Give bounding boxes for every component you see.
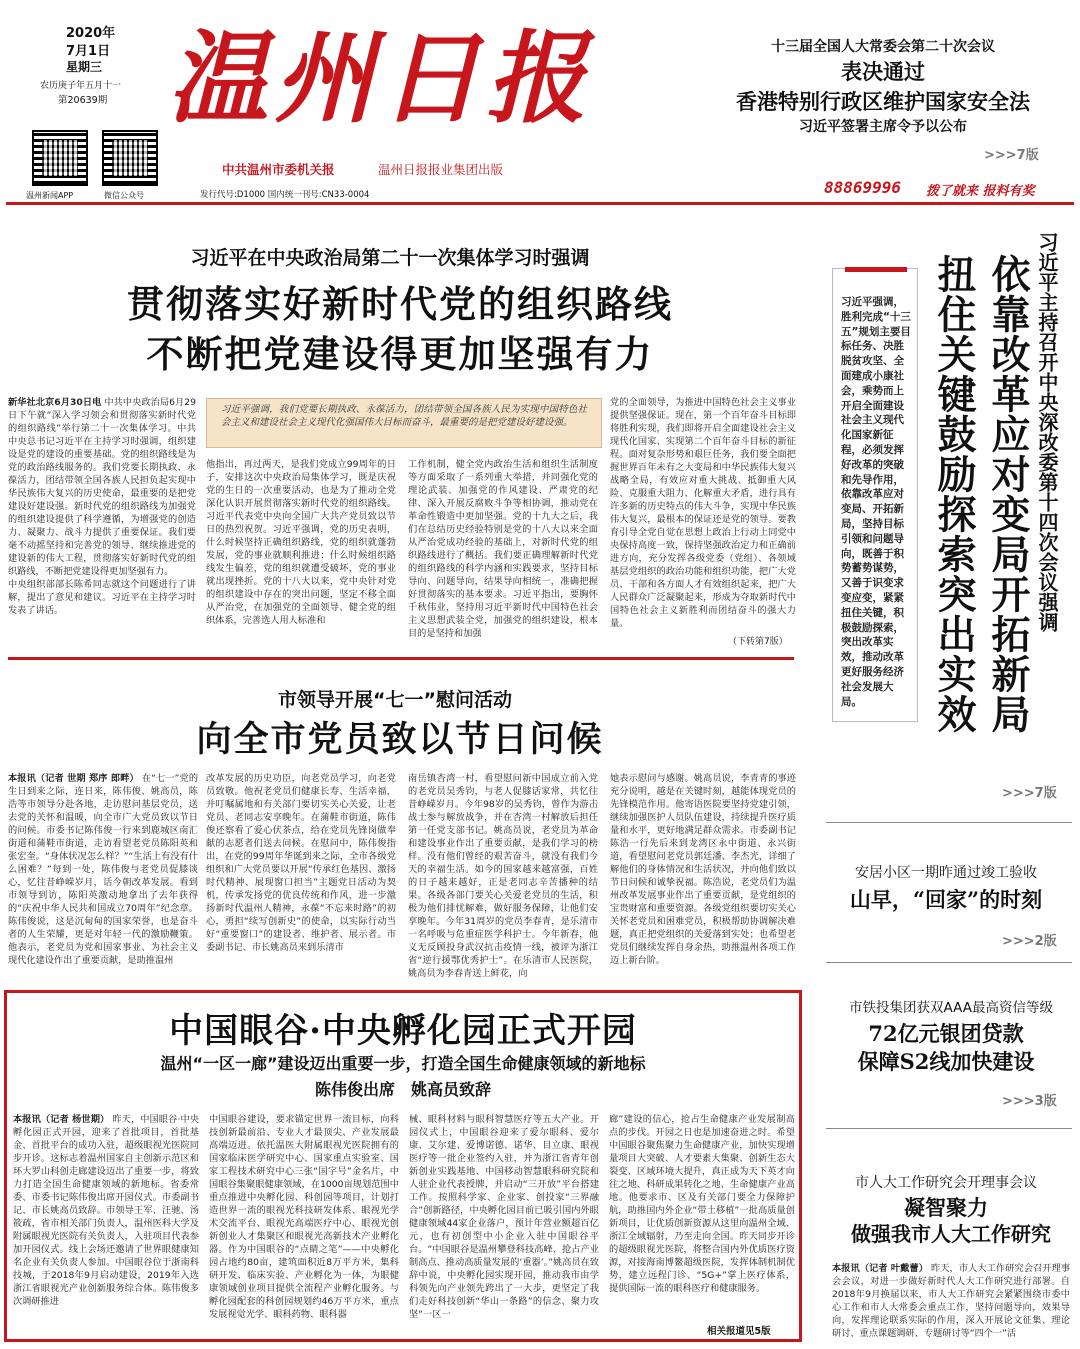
lead-continued: （下转第7版）	[728, 637, 788, 647]
feature-column-1	[13, 1113, 199, 1335]
publisher-group: 温州日报报业集团出版	[378, 162, 504, 177]
publisher-party: 中共温州市委机关报	[222, 162, 335, 177]
issue-number: 第20639期	[58, 95, 108, 106]
lead-kicker: 习近平在中央政治局第二十一次集体学习时强调	[190, 247, 590, 269]
date-weekday: 星期三	[66, 60, 103, 74]
masthead-divider	[6, 202, 1074, 205]
brief1-kicker: 安居小区一期昨通过竣工验收	[855, 865, 1037, 881]
lead-bottom-divider	[8, 657, 794, 660]
reform-headline2: 扭住关键鼓励探索突出实效	[931, 254, 977, 734]
brief1-divider	[826, 962, 1072, 963]
brief2-more-link[interactable]: >>>3版	[1002, 1094, 1057, 1109]
lead-col1b-text: 中央组织部部长陈希同志就这个问题进行了讲解，提出了意见和建议。习近平在主持学习时发表了讲话。	[8, 579, 196, 616]
brief1-headline: 山早，“回家”的时刻	[849, 887, 1043, 912]
lead-column-4: 党的全面领导，为推进中国特色社会主义事业提供坚强保证。现在，第一个百年奋斗目标即将胜利实现，我们即将开启全面建设社会主义现代化国家、实现第二个百年奋斗目标的新征程。面对复杂形势和艰巨任务，我们要全面把握世界百年未有之大变局和中华民族伟大复兴战略全局，有效应对重大挑战、抵御重大风险、克服重大阻力、化解重大矛盾，进行具有许多新的历史特点的伟大斗争，实现中华民族伟大复兴，最根本的保证还是党的领导。要教育引导全党自觉在思想上政治上行动上同党中央保持高度一致，保持坚强政治定力和正确前进方向，充分发挥各级党委（党组）、各领域基层党组织的政治功能和组织功能，把广大党员、干部和各方面人才有效组织起来，把广大人民群众广泛凝聚起来，形成为夺取新时代中国特色社会主义新胜利而团结奋斗的强大力量。	[610, 397, 796, 629]
reform-summary-bar	[845, 267, 907, 272]
feature-column-3: 械、眼科材料与眼科智慧医疗等五大产业。开园仪式上，中国眼谷迎来了爱尔眼科、爱尔康、艾尔建、爱博诺德、诺华、目立康、眼视医疗等一批企业签约入驻，并为浙江省青年创新创业实践基地、中国移动智慧眼科研究院和人驻企业代表授牌，并启动“三开放”平台搭建工作。按照科学家、企业家、创投家“三界融合”创新路径，中央孵化园目前已吸引国内外眼健康领域44家企业落户，预计年营业额超百亿元，也有初创型中小企业入驻中国眼谷平台。“中国眼谷是温州攀登科技高峰、抢占产业制高点、推动高质量发展的‘重器’。”姚高员在致辞中说，中央孵化园实现开园，推动我市由学科领先向产业领先跨出了一大步，更坚定了我们走好科技创新“华山一条路”的信念、聚力攻坚“一区一	[409, 1114, 599, 1320]
feature-column-4: 廊”建设的信心，抢占生命健康产业发展制高点的步伐。开园之日也是加速奋进之时。希望中国眼谷聚焦聚力生命健康产业，加快实现增量项目大突破、人才要素大集聚、创新生态大裂变、区域环境大提升，真正成为天下英才向往之地、科研成果转化之地、生命健康产业高地。他要求市、区及有关部门要全力保障护航，助推国内外企业“带土移植”一批高质量创新项目，让优质创新资源从这里向温州全域、浙江全域辐射，乃至走向全国。昨天同步开诊的超级眼视光医院，将整合国内外优质医疗资源，对接海南博鳌超级医院，发挥体制机制优势，建立远程门诊、“5G+”掌上医疗体系，提供国际一流的眼科医疗和健康服务。	[609, 1114, 795, 1294]
second-column-3: 南岳镇杏湾一村，看望慰问新中国成立前入党的老党员吴秀钧，与老人促膝话家常，共忆往昔峥嵘岁月。今年98岁的吴秀钧，曾作为游击战士参与解放战争，并在杏湾一村解放后担任第一任党支部书记。姚高员说，老党员为革命和建设事业作出了重要贡献，是我们学习的榜样。没有他们曾经的艰苦奋斗，就没有我们今天的幸福生活。如今的国家越来越富强，百姓的日子越来越好，正是老同志辛苦播种的结果。各级各部门要关心关爱老党员的生活，积极为他们排忧解难，做好服务保障，让他们安享晚年。今年31周岁的党员李春青，是乐清市一名呼吸与危重症医学科护士。今年新春，他义无反顾投身武汉抗击疫情一线，被评为浙江省“逆行援鄂优秀护士”。在乐清市人民医院，姚高员为李春青送上鲜花，向	[408, 773, 598, 979]
second-column-4: 她表示慰问与感谢。姚高员说，李青青的事迹充分说明，越是在关键时刻，越能体现党员的先锋模范作用。他寄语医院要坚持党建引领，继续加强医护人员队伍建设，持续提升医疗质量和水平，更好地满足群众需求。市委副书记陈浩一行先后来到龙湾区永中街道、永兴街道，看望慰问老党员郭廷潘、李杰光，详细了解他们的身体情况和生活状况，并向他们致以节日问候和诚挚祝福。陈浩说，老党员们为温州改革发展事业作出了重要贡献，是党组织的宝贵财富和重要资源。各级党组织要切实关心关怀老党员和困难党员，积极帮助协调解决难题，真正把党组织的关爱落到实处；也希望老党员们继续发挥自身余热，助推温州各项工作迈上新台阶。	[610, 773, 796, 966]
lead-headline1: 贯彻落实好新时代党的组织路线	[127, 282, 673, 326]
reform-summary-box	[832, 268, 918, 722]
lead-column-2: 他指出，再过两天，是我们党成立99周年的日子，安排这次中央政治局集体学习，既是庆祝党的生日的一次重要活动，也是为了推动全党深化认识开展贯彻落实新时代党的组织路线。习近平代表党中央向全国广大共产党员致以节日的热烈祝贺。习近平强调，党的历史表明，什么时候坚持正确组织路线，党的组织就蓬勃发展，党的事业就顺利推进；什么时候组织路线发生偏差，党的组织就遭受破坏，党的事业就出现挫折。党的十八大以来，党中央针对党的组织建设中存在的突出问题，坚定不移全面从严治党，在加强党的全面领导、健全党的组织体系，完善选人用人标准和	[206, 459, 396, 626]
lead-quote-box	[206, 398, 602, 448]
reform-kicker: 习近平主持召开中央深改委第十四次会议强调	[1035, 232, 1059, 632]
lead-column-3: 工作机制，健全党内政治生活和组织生活制度等方面采取了一系列重大举措，并同强化党的理论武装、加强党的作风建设、严肃党的纪律、深入开展反腐败斗争等相协调，推动党在革命性锻造中更加坚强。党的十九大之后，我们在总结历史经验特别是党的十八大以来全面从严治党成功经验的基础上，对新时代党的组织路线进行了概括。我们要正确理解新时代党的组织路线的科学内涵和实践要求，坚持目标导向、问题导向，结果导向相统一，准确把握好贯彻落实的基本要求。习近平指出，要胸怀千秋伟业，坚持用习近平新时代中国特色社会主义思想武装全党，加强党的组织建设，根本目的是坚持和加强	[408, 459, 598, 639]
qr-code-app	[32, 130, 88, 186]
masthead-title: 温州日报	[168, 19, 592, 137]
brief2-headline2: 保障S2线加快建设	[857, 1049, 1035, 1074]
second-column-2: 改革发展的历史功臣，向老党员学习，向老党员致敬。他祝老党员们健康长寿、生活幸福，并叮嘱属地和有关部门要切实关心关爱，让老党员、老同志安享晚年。在蒲鞋市街道，陈伟俊还察看了爱心伏茶点，给在党员先锋岗做奉献的志愿者们送去问候。在慰问中，陈伟俊指出，在党的99周年华诞到来之际，全市各级党组织和广大党员要以开展“传承红色基因、激扬时代精神、展现窗口担当”主题党日活动为契机，传承发扬党的优良传统和作风，进一步激扬新时代温州人精神，永葆“不忘来时路”的初心，勇担“续写创新史”的使命，以实际行动当好“重要窗口”的建设者、维护者、展示者。市委副书记、市长姚高员来到乐清市	[206, 773, 396, 953]
second-headline: 向全市党员致以节日问候	[196, 719, 604, 760]
qr-code-wechat	[102, 130, 158, 186]
brief3-byline: 本报讯（记者 叶戴蕾）	[832, 1263, 928, 1274]
brief1-more-link[interactable]: >>>2版	[1002, 934, 1057, 949]
reform-more-link[interactable]: >>>7版	[1002, 786, 1057, 801]
masthead	[0, 0, 1080, 205]
feature-sub: 温州“一区一廊”建设迈出重要一步，打造全国生命健康领域的新地标	[160, 1054, 646, 1073]
second-kicker: 市领导开展“七一”慰问活动	[278, 689, 512, 711]
top-story-kicker: 十三届全国人大常委会第二十次会议	[771, 39, 995, 55]
publication-codes: 发行代号:D1000 国内统一刊号:CN33-0004	[200, 190, 370, 200]
second-column-1	[8, 772, 198, 984]
brief3-body	[832, 1262, 1070, 1344]
feature-col1-text: 昨天，中国眼谷·中央孵化园正式开园，迎来了首批项目，首批基金、首批平台的成功入驻，超级眼视光医院同步开诊。这标志着温州国家自主创新示范区和环大罗山科创走廊建设迈出了重要一步，将致力打造全国生命健康领域的新地标。省委常委、市委书记陈伟俊出席开园仪式。市委副书记、市长姚高员致辞。市领导王军、汪驰、汤筱疏，省市相关部门负责人，温州医科大学及附属眼视光医院有关负责人，入驻项目代表参加开园仪式。线上会场还邀请了世界眼健康知名企业有关负责人参加。中国眼谷位于浙南科技城，于2018年9月启动建设，2019年入选浙江省眼视光产业创新服务综合体。陈伟俊多次调研推进	[13, 1114, 199, 1307]
top-story-headline2: 香港特别行政区维护国家安全法	[736, 89, 1030, 114]
feature-headline: 中国眼谷·中央孵化园正式开园	[169, 1011, 637, 1051]
hotline-number: 88869996	[824, 178, 902, 197]
qr-label-app: 温州新闻APP	[26, 191, 74, 200]
lead-column-1	[8, 396, 196, 648]
brief2-headline: 72亿元银团贷款	[868, 1021, 1024, 1046]
lead-headline2: 不断把党建设得更加坚强有力	[146, 332, 654, 376]
date-lunar: 农历庚子年五月十一	[40, 81, 122, 91]
brief2-kicker: 市铁投集团获双AAA最高资信等级	[849, 1000, 1053, 1016]
feature-box	[4, 990, 802, 1342]
brief3-text: 昨天，市人大工作研究会召开理事会会议，对进一步做好新时代人大工作研究进行部署。自2018年9月换届以来，市人大工作研究会紧紧围绕市委中心工作和市人大常委会重点工作，坚持问题导向，效果导向，发挥理论联系实际的作用，深入开展论文征集、理论研讨、重点课题调研、专题研讨等“四个一”活	[832, 1263, 1070, 1339]
feature-sub2: 陈伟俊出席 姚高员致辞	[314, 1080, 491, 1099]
brief2-divider	[826, 1128, 1072, 1129]
reform-summary: 习近平强调，胜利完成“十三五”规划主要目标任务、决胜脱贫攻坚、全面建成小康社会，乘势而上开启全面建设社会主义现代化国家新征程，必须发挥好改革的突破和先导作用，依靠改革应对变局、开拓新局，坚持目标引领和问题导向，既善于积势蓄势谋势，又善于识变求变应变，紧紧扭住关键，积极鼓励探索，突出改革实效，推动改革更好服务经济社会发展大局。	[841, 296, 911, 708]
reform-headline1: 依靠改革应对变局开拓新局	[985, 254, 1031, 734]
brief3-headline: 凝智聚力	[904, 1195, 988, 1220]
brief3-headline2: 做强我市人大工作研究	[851, 1222, 1051, 1246]
lead-dateline: 新华社北京6月30日电	[8, 397, 102, 408]
date-month-day: 7月1日	[66, 44, 111, 59]
lead-col1-text: 中共中央政治局6月29日下午就“深入学习领会和贯彻落实新时代党的组织路线”举行第二十一次集体学习。中共中央总书记习近平在主持学习时强调，组织建设是党的建设的重要基础。党的组织路线是为党的政治路线服务的。我们党要长期执政、永葆活力，团结带领全国各族人民担负起实现中华民族伟大复兴的历史使命，最重要的是把党建设好建设强。新时代党的组织路线为加强党的组织建设提供了科学遵循，为增强党的创造力、凝聚力、战斗力提供了重要保证。我们要毫不动摇坚持和完善党的领导、继续推进党的建设新的伟大工程，贯彻落实好新时代党的组织路线，不断把党建设得更加坚强有力。	[8, 397, 196, 577]
feature-column-2: 中国眼谷建设，要求锚定世界一流目标，向科技创新最前沿、专业人才最顶尖、产业发展最高端迈进。依托温医大附属眼视光医院拥有的国家临床医学研究中心、国家重点实验室、国家工程技术研究中心三张“国字号”金名片，中国眼谷集聚眼健康领域，在1000亩规划范围中重点推进中央孵化园、科创园等项目，计划打造世界一流的眼视光科技研发体系、眼视光学术交流平台、眼视光高端医疗中心、眼视光创新创业人才集聚区和眼视光高新技术产业孵化器。作为中国眼谷的“点睛之笔”——中央孵化园占地约80亩，建筑面积近8万平方米，集科研开发、临床实验、产业孵化为一体，为眼健康领域创业项目提供全流程产业孵化服务。与孵化园配套的科创园规划约46万平方米，重点发展视觉光学、眼科药物、眼科器	[209, 1114, 399, 1320]
feature-byline: 本报讯（记者 杨世期）	[13, 1114, 110, 1125]
date-year: 2020年	[66, 26, 116, 41]
second-byline: 本报讯（记者 世期 郑序 郎畔）	[8, 773, 139, 784]
top-story-more-link[interactable]: >>>7版	[984, 148, 1039, 163]
hotline-slogan: 拨了就来 报料有奖	[926, 184, 1035, 199]
lead-quote: 习近平强调，我们党要长期执政、永葆活力，团结带领全国各族人民为实现中国特色社会主义和建设社会主义现代化强国伟大目标而奋斗，最重要的是把党建设好建设强。	[221, 404, 587, 428]
qr-label-wechat: 微信公众号	[104, 191, 144, 200]
top-story-sub: 习近平签署主席令予以公布	[799, 119, 967, 135]
brief3-kicker: 市人大工作研究会开理事会议	[855, 1175, 1037, 1191]
top-story-headline1: 表决通过	[841, 59, 925, 84]
feature-continued: 相关报道见5版	[707, 1326, 771, 1337]
second-col1-text: 在“七一”党的生日到来之际，连日来，陈伟俊、姚高员，陈浩等市领导分赴各地，走访慰问基层党员，送去党的关怀和温暖，向全市广大党员致以节日的问候。市委书记陈伟俊一行来到鹿城区南汇街道和蒲鞋市街道，走访看望老党员陈阳英和张宏奎。“身体状况怎么样？”“生活上有没有什么困难？”每到一处，陈伟俊与老党员促膝谈心，忆往昔峥嵘岁月，话今朝改革发展。看到市领导到访，陈阳英激动地拿出了去年获得的“庆祝中华人民共和国成立70周年”纪念章。陈伟俊说，这是沉甸甸的国家荣誉，也是奋斗者的人生荣耀，更是对年轻一代的激励鞭策。他表示，老党员为党和国家事业、为社会主义现代化建设作出了重要贡献，是助推温州	[8, 773, 198, 966]
reform-divider	[826, 822, 1072, 823]
